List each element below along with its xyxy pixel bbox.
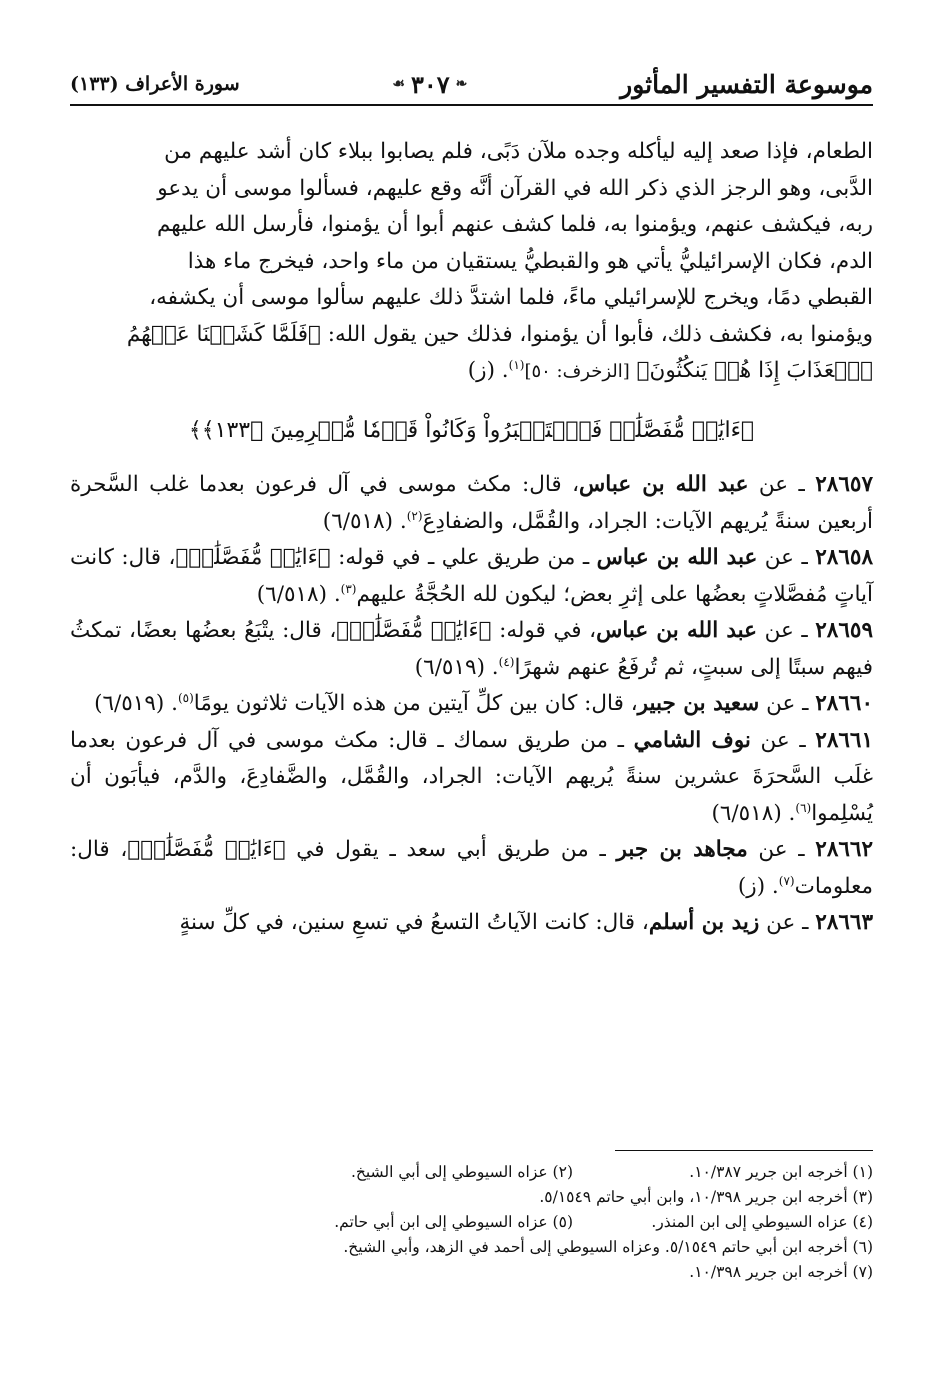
narration-entry [70, 832, 873, 905]
footnote-marker: (٦) [795, 800, 812, 815]
main-text [70, 134, 873, 942]
text-line: القبطي دمًا، ويخرج للإسرائيلي ماءً، فلما اشتدَّ ذلك عليهم سألوا موسى أن يكشفه، [149, 285, 873, 310]
narration-entry [70, 905, 873, 942]
text-line: الدم، فكان الإسرائيليُّ يأتي هو والقبطيُّ يستقيان من ماء واحد، فيخرج ماء هذا [187, 248, 873, 274]
text-line: ربه، فيكشف عنهم، ويؤمنوا به، فلما كشف عنهم أبوا أن يؤمنوا، فأرسل الله عليهم [156, 212, 873, 237]
entry-separator: ـ عن [759, 910, 816, 935]
footnote-marker: (٧) [778, 873, 795, 888]
source-tag: . (٦/٥١٨) [322, 508, 407, 534]
footnote-marker: (١) [508, 357, 525, 372]
footnotes [70, 1160, 873, 1285]
footnote-marker: (٤) [498, 654, 515, 669]
footnote: (٣) أخرجه ابن جرير ١٠/٣٩٨، وابن أبي حاتم ٥/١٥٤٩. [539, 1188, 873, 1206]
source-tag: . (٦/٥١٨) [711, 800, 796, 826]
entry-number: ٢٨٦٦١ [815, 727, 874, 753]
entry-separator: ـ عن [747, 837, 816, 862]
source-tag: . (٦/٥١٨) [256, 581, 341, 607]
entry-separator: ـ عن [750, 727, 816, 753]
narration-entry [70, 613, 873, 686]
entry-separator: ـ عن [759, 691, 816, 716]
text-line [70, 353, 873, 391]
source-tag: . (ز) [467, 358, 509, 383]
footnote: (٦) أخرجه ابن أبي حاتم ٥/١٥٤٩. وعزاه السيوطي إلى أحمد في الزهد، وأبي الشيخ. [343, 1238, 873, 1256]
verse-reference: [الزخرف: ٥٠] [524, 361, 630, 382]
entry-number: ٢٨٦٦٢ [815, 837, 874, 862]
source-tag: . (٦/٥١٩) [414, 654, 499, 680]
page-number-block [392, 70, 467, 99]
footnote-row [70, 1260, 873, 1285]
footnote: (٧) أخرجه ابن جرير ١٠/٣٩٨. [689, 1263, 873, 1281]
quran-quote: ٱلۡعَذَابَ إِذَا هُمۡ يَنكُثُونَ﴾ [636, 358, 873, 383]
narrator-name: زيد بن أسلم [648, 910, 760, 935]
ornament-icon: ❧ [455, 76, 468, 92]
entry-number: ٢٨٦٥٧ [815, 472, 873, 497]
page-header [70, 64, 873, 104]
narration-entry [70, 686, 873, 723]
footnote-row [70, 1210, 873, 1235]
entry-text: ، قال: كان بين كلِّ آيتين من هذه الآيات ثلاثون يومًا [193, 691, 638, 716]
narrator-name: نوف الشامي [633, 727, 751, 753]
book-title: موسوعة التفسير المأثور [620, 69, 873, 99]
narrator-name: سعيد بن جبير [637, 691, 760, 716]
entry-separator: ـ عن [757, 545, 816, 570]
entry-separator: ـ عن [748, 472, 816, 497]
entry-number: ٢٨٦٥٩ [815, 618, 873, 643]
text-line: الدَّبى، وهو الرجز الذي ذكر الله في القرآن أنَّه وقع عليهم، فسألوا موسى أن يدعو [157, 175, 873, 201]
footnote-marker: (٥) [177, 690, 194, 705]
entry-text: ـ من طريق أبي سعد ـ يقول في ﴿ءَايَٰتٖ مُّفَصَّلَٰتٖ﴾، قال: معلومات [70, 837, 873, 899]
footnote-row [70, 1185, 873, 1210]
footnote-separator [615, 1150, 873, 1151]
narrator-name: عبد الله بن عباس [596, 618, 758, 643]
footnote-row [70, 1235, 873, 1260]
entry-separator: ـ عن [757, 618, 816, 643]
footnote: (١) أخرجه ابن جرير ١٠/٣٨٧. [689, 1163, 873, 1181]
footnote-marker: (٢) [406, 508, 423, 523]
surah-title: سورة الأعراف (١٣٣) [70, 73, 240, 95]
footnote: (٤) عزاه السيوطي إلى ابن المنذر. [651, 1213, 873, 1231]
footnote-row [70, 1160, 873, 1185]
narrator-name: مجاهد بن جبر [616, 837, 748, 862]
footnote-marker: (٣) [340, 581, 357, 596]
intro-paragraph [70, 134, 873, 391]
ornament-icon: ☙ [392, 76, 405, 92]
entry-text: ـ من طريق علي ـ في قوله: ﴿ءَايَٰتٖ مُّفَصَّلَٰتٖ﴾، قال: كانت آياتٍ مُفصَّلاتٍ بعضُها على إثرِ بعض؛ ليكون لله الحُجَّةُ عليهم [70, 545, 873, 607]
entry-list [70, 467, 873, 942]
narrator-name: عبد الله بن عباس [579, 472, 749, 497]
header-rule [70, 104, 873, 106]
entry-text: ـ من طريق سماك ـ قال: مكث موسى في آل فرعون بعدما غلَب السَّحرَةَ عشرين سنةً يُريهم الآيات: الجراد، والقُمَّل، والضَّفادِعَ، والدَّم، فيأبَون أن يُسْلِموا [70, 727, 873, 826]
page-number: ٣٠٧ [410, 69, 450, 99]
source-tag: . (٦/٥١٩) [94, 691, 178, 716]
narration-entry [70, 467, 873, 540]
narrator-name: عبد الله بن عباس [596, 545, 758, 570]
entry-number: ٢٨٦٥٨ [815, 545, 873, 570]
entry-text: ، قال: مكث موسى في آل فرعون بعدما غلب السَّحرة أربعين سنةً يُريهم الآيات: الجراد، والقُمَّل، والضفادِعَ [70, 472, 873, 534]
footnote: (٢) عزاه السيوطي إلى أبي الشيخ. [350, 1163, 573, 1181]
narration-entry [70, 540, 873, 613]
entry-number: ٢٨٦٦٣ [815, 910, 873, 935]
entry-number: ٢٨٦٦٠ [815, 691, 873, 716]
verse-heading: ﴿ءَايَٰتٖ مُّفَصَّلَٰتٖ فَٱسۡتَكۡبَرُواْ وَكَانُواْ قَوۡمٗا مُّجۡرِمِينَ ﴿١٣٣﴾﴾ [188, 417, 755, 443]
entry-text: ، في قوله: ﴿ءَايَٰتٖ مُّفَصَّلَٰتٖ﴾، قال: يتْبَعُ بعضُها بعضًا، تمكثُ فيهم سبتًا إلى سبتٍ، ثم تُرفَعُ عنهم شهرًا [70, 618, 873, 680]
footnote: (٥) عزاه السيوطي إلى ابن أبي حاتم. [334, 1213, 573, 1231]
narration-entry [70, 723, 873, 833]
text-line: الطعام، فإذا صعد إليه ليأكله وجده ملآن دَبًى، فلم يصابوا ببلاء كان أشد عليهم من [164, 139, 873, 164]
source-tag: . (ز) [737, 873, 779, 899]
entry-text: ، قال: كانت الآياتُ التسعُ في تسعِ سنين، في كلِّ سنةٍ [179, 910, 649, 935]
text-line: ويؤمنوا به، فكشف ذلك، فأبوا أن يؤمنوا، فذلك حين يقول الله: ﴿فَلَمَّا كَشَفۡنَا عَنۡهُمُ [126, 321, 873, 347]
